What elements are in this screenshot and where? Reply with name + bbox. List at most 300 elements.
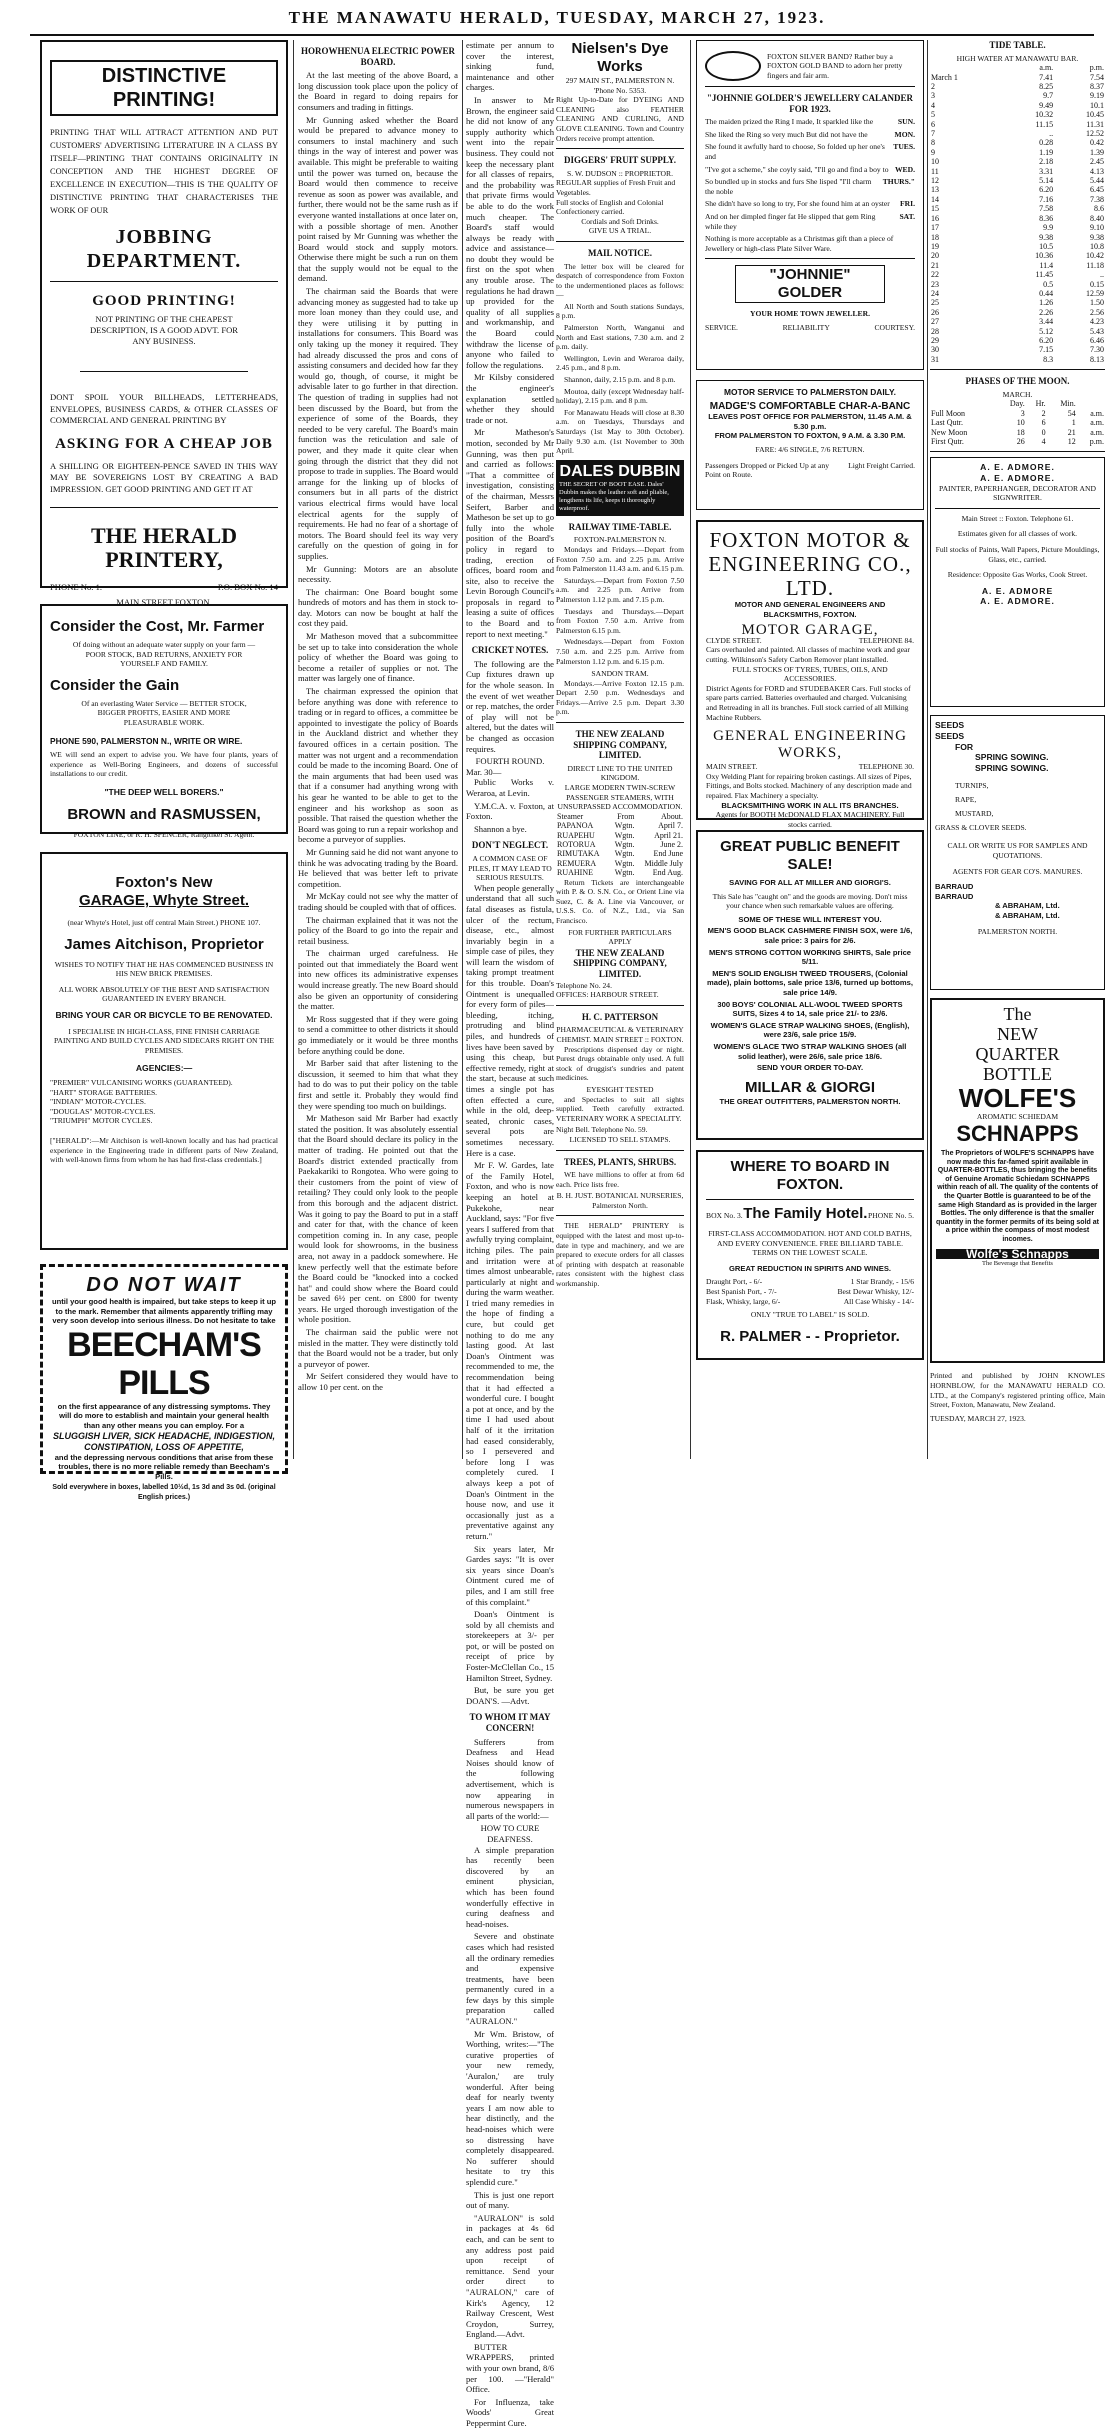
table-cell: Wgtn. bbox=[614, 858, 635, 868]
calendar-verse: "I've got a scheme," she coyly said, "I'll go and find a boy to bbox=[705, 164, 889, 174]
wolfe-body: The Proprietors of WOLFE'S SCHNAPPS have now made this far-famed spirit available in QUARTER-BOTTLES, thus bringing the benefits of Genuine Aromatic Schiedam SCHNAPPS within reach of all. The quality of the contents of the Quarter Bottle is guaranteed to be of the same High Standard as is provided in the larger Bottles. The only difference is that the smaller quantity in the former permits of its being sold at a price within the compass of most modest incomes. bbox=[936, 1150, 1099, 1243]
table-cell: Middle July bbox=[644, 858, 683, 868]
table-cell: 8.3 bbox=[1043, 354, 1054, 364]
table-cell: 7.38 bbox=[1090, 194, 1104, 204]
table-row bbox=[930, 167, 1105, 176]
farmer-body-1: Of doing without an adequate water supply on your farm — POOR STOCK, BAD RETURNS, ANXIETY FOR YOURSELF AND FAMILY. bbox=[72, 640, 256, 669]
mail-body: The letter box will be cleared for despatch of correspondence from Foxton to the undermentioned places as follows:— bbox=[556, 261, 684, 300]
table-row bbox=[930, 308, 1105, 317]
article-paragraph: Mr Ross suggested that if they were going to send a committee to other districts it should go immediately or it would be three months before anything could be done. bbox=[298, 1013, 458, 1056]
table-cell: 10 bbox=[1016, 418, 1025, 428]
fme-body: Cars overhauled and painted. All classes of machine work and gear cutting. Wilkinson's Safety Carbon Remover plant installed. bbox=[706, 645, 910, 664]
table-cell: 5.14 bbox=[1039, 176, 1054, 186]
table-row bbox=[556, 821, 684, 830]
garage-title-1: Foxton's New bbox=[115, 874, 213, 891]
calendar-line bbox=[705, 212, 915, 231]
admore-name: A. E. ADMORE. bbox=[980, 473, 1055, 483]
table-cell: 4 bbox=[1041, 437, 1046, 446]
table-row bbox=[930, 73, 1105, 82]
table-row bbox=[556, 840, 684, 849]
table-cell: 9.10 bbox=[1090, 223, 1104, 233]
motor-service-ad bbox=[696, 380, 924, 510]
motor-light: Light Freight Carried. bbox=[848, 460, 915, 470]
rail-item: Wednesdays.—Depart from Foxton 7.50 a.m. and 2.25 p.m. Arrive from Palmerston 1.12 p.m. and 6.15 p.m. bbox=[556, 637, 684, 666]
table-cell: p.m. bbox=[1089, 437, 1104, 446]
table-cell: April 21. bbox=[654, 830, 683, 840]
table-cell: April 7. bbox=[658, 821, 683, 831]
table-row bbox=[930, 298, 1105, 307]
table-cell: 3 bbox=[1020, 408, 1025, 418]
table-cell: 0.5 bbox=[1043, 279, 1054, 289]
sale-body: This Sale has "caught on" and the goods are moving. Don't miss your chance when such remarkable values are offering. bbox=[712, 891, 908, 911]
barraud-place: PALMERSTON NORTH. bbox=[977, 926, 1058, 936]
seeds-call: CALL OR WRITE US FOR SAMPLES AND QUOTATIONS. bbox=[947, 841, 1088, 860]
sale-firm-sub: THE GREAT OUTFITTERS, PALMERSTON NORTH. bbox=[719, 1096, 901, 1106]
article-paragraph: The following are the Cup fixtures drawn up for the whole season. In the event of wet weather or rep. matches, the order of play will not be altered, but the dates will be changed as occasion requires. bbox=[466, 658, 554, 754]
farmer-body-3: WE will send an expert to advise you. We have four plants, years of experience as Well-Boring Engineers, and dozens of successful installations to our credit. bbox=[50, 750, 278, 779]
table-cell: 15 bbox=[931, 204, 939, 214]
article-paragraph: The chairman said the Boards that were advancing money as suggested had to take up more loan money than they could use, and they were utilising it by putting in installations for consumers. This Board was only taking up the money it required. They had already discussed the pros and cons of assisting consumers and decided how far they would go, though, of course, it might be advisable later to go further in that direction. The question of trading in supplies had not been discussed by the Board, but from the experience of some of the Boards, they needed to be very careful. The Board's main function was the reticulation and sale of power, and they made it quite clear when going through the district that they did not propose to trade in supplies. The Board would arrange for the linking up of blocks of consumers but in all parts of the district various electrical firms would have local electrical agents for the supply of requirements. He had no fear of a shortage of motors. The Board should feel its way very carefully on the question of going in for supplies. bbox=[298, 286, 458, 561]
ring-icon bbox=[705, 51, 761, 81]
sale-item: SEND YOUR ORDER TO-DAY. bbox=[756, 1063, 864, 1073]
table-cell: 2.56 bbox=[1090, 307, 1104, 317]
garage-agencies: AGENCIES:— bbox=[135, 1063, 193, 1074]
admore-est: Estimates given for all classes of work. bbox=[957, 529, 1078, 539]
good-printing-body: NOT PRINTING OF THE CHEAPEST DESCRIPTION, IS A GOOD ADVT. FOR ANY BUSINESS. bbox=[89, 314, 239, 346]
mail-title: MAIL NOTICE. bbox=[587, 247, 652, 258]
table-cell: 0 bbox=[1041, 427, 1046, 437]
golder-calendar bbox=[705, 117, 915, 253]
price-row bbox=[706, 1277, 914, 1287]
article-paragraph: But, be sure you get DOAN'S. —Advt. bbox=[466, 1685, 554, 1706]
seed-items bbox=[935, 779, 1100, 835]
table-cell: 0.28 bbox=[1039, 138, 1054, 148]
article-paragraph: The chairman said the public were not misled in the matter. They were distinctly told that the Board would not be a trader, but only a purveyor of power. bbox=[298, 1327, 458, 1369]
table-cell: 26 bbox=[1016, 437, 1025, 446]
article-paragraph: Mr Barber said that after listening to the discussion, it seemed to him that what they had to do was to put their policy on the table first and settle it. Probably they would find they were spending too much on buildings. bbox=[298, 1058, 458, 1111]
article-heading: TO WHOM IT MAY CONCERN! bbox=[469, 1712, 551, 1734]
table-cell: 9.9 bbox=[1043, 223, 1054, 233]
article-subheading: A COMMON CASE OF PILES, IT MAY LEAD TO SERIOUS RESULTS. bbox=[468, 853, 552, 883]
wolfe-bottle: BOTTLE bbox=[983, 1064, 1052, 1085]
table-cell: June 2. bbox=[660, 840, 683, 850]
table-header-row bbox=[930, 63, 1105, 72]
table-cell: About. bbox=[661, 811, 683, 821]
table-cell: 25 bbox=[931, 298, 939, 308]
column-divider bbox=[462, 40, 463, 1459]
chem-sub: PHARMACEUTICAL & VETERINARY CHEMIST. MAIN STREET :: FOXTON. bbox=[556, 1025, 684, 1044]
golder-sub: YOUR HOME TOWN JEWELLER. bbox=[750, 309, 870, 319]
table-cell: 0.44 bbox=[1039, 288, 1054, 298]
table-cell: 7.16 bbox=[1039, 194, 1054, 204]
calendar-verse: She liked the Ring so very much But did not have the bbox=[705, 129, 868, 139]
table-cell: End Aug. bbox=[652, 868, 683, 878]
table-row bbox=[930, 355, 1105, 364]
table-cell: Wgtn. bbox=[614, 821, 635, 831]
table-cell: RUAHINE bbox=[557, 868, 593, 878]
column-6 bbox=[930, 40, 1105, 1459]
table-cell: 4.23 bbox=[1090, 317, 1104, 327]
table-cell: 12 bbox=[1067, 437, 1076, 446]
dales-body: THE SECRET OF BOOT EASE. Dales' Dubbin makes the leather soft and pliable, lengthens its life, keeps it thoroughly waterproof. bbox=[559, 480, 669, 512]
article-paragraph: Sufferers from Deafness and Head Noises should know of the following advertisement, which is now appearing in numerous newspapers in all parts of the world:— bbox=[466, 1736, 554, 1821]
article-paragraph: The chairman urged carefulness. He pointed out that immediately the Board went into new offices its administrative expenses would increase greatly. The new Board should also be given an opportunity of considering the matter. bbox=[298, 948, 458, 1012]
sale-firm: MILLAR & GIORGI bbox=[745, 1078, 875, 1096]
table-row bbox=[930, 289, 1105, 298]
seeds-title: SEEDS bbox=[935, 731, 965, 741]
table-row bbox=[930, 120, 1105, 129]
article-paragraph: Mr Gunning: Motors are an absolute necessity. bbox=[298, 563, 458, 585]
mail-item: Wellington, Levin and Weraroa daily, 2.45 p.m., and 8 p.m. bbox=[556, 353, 684, 373]
table-cell: REMUERA bbox=[557, 858, 597, 868]
farmer-title-2: Consider the Gain bbox=[50, 676, 180, 694]
table-cell bbox=[930, 399, 996, 408]
calendar-day: TUES. bbox=[893, 142, 915, 152]
table-cell: 2.45 bbox=[1090, 157, 1104, 167]
table-row bbox=[930, 280, 1105, 289]
table-cell: 3.44 bbox=[1039, 317, 1054, 327]
table-row bbox=[930, 129, 1105, 138]
moon-table bbox=[930, 399, 1105, 446]
table-cell: 7 bbox=[931, 129, 935, 139]
table-cell: 9.7 bbox=[1043, 91, 1054, 101]
farmer-addr: FOXTON LINE, or R. H. SPENCER, Rangitikei St. Agent. bbox=[73, 829, 255, 839]
calendar-day: SAT. bbox=[899, 211, 915, 221]
table-cell: 10.1 bbox=[1090, 100, 1104, 110]
table-cell: 7.54 bbox=[1090, 72, 1104, 82]
sale-item: MEN'S STRONG COTTON WORKING SHIRTS, Sale price 5/11. bbox=[708, 947, 912, 967]
fme-stocks: FULL STOCKS OF TYRES, TUBES, OILS, AND ACCESSORIES. bbox=[732, 664, 888, 684]
article-paragraph: The chairman: One Board bought some hundreds of motors and has them in stock to-day. Motors can now be bought at half the cost they paid. bbox=[298, 586, 458, 629]
masthead-rule bbox=[30, 34, 1094, 36]
table-cell: 10 bbox=[931, 157, 939, 167]
asking-title: ASKING FOR A CHEAP JOB bbox=[55, 435, 273, 452]
table-cell: Last Qutr. bbox=[931, 418, 963, 428]
table-cell: 5.44 bbox=[1090, 176, 1104, 186]
wolfe-quarter: QUARTER bbox=[975, 1044, 1060, 1065]
table-cell: RIMUTAKA bbox=[557, 849, 600, 859]
trees-firm: B. H. JUST. BOTANICAL NURSERIES, Palmerston North. bbox=[556, 1191, 684, 1210]
golder-band: FOXTON SILVER BAND? Rather buy a FOXTON GOLD BAND to adorn her pretty fingers and fair arm. bbox=[767, 51, 903, 80]
abraham: & ABRAHAM, Ltd. bbox=[995, 910, 1060, 920]
table-cell: PAPANOA bbox=[557, 821, 594, 831]
garage-agency: "PREMIER" VULCANISING WORKS (GUARANTEED). bbox=[50, 1077, 233, 1087]
table-cell: Day. bbox=[1009, 399, 1025, 409]
motor-pass: Passengers Dropped or Picked Up at any Point on Route. bbox=[705, 460, 830, 480]
beecham-sold: Sold everywhere in boxes, labelled 10½d, 1s 3d and 3s 0d. (original English prices.) bbox=[52, 1484, 276, 1501]
ship-co: THE NEW ZEALAND SHIPPING COMPANY, LIMITED. bbox=[573, 947, 667, 979]
article-paragraph: Mr Wm. Bristow, of Worthing, writes:—"The curative properties of your new remedy, 'Auralon,' are truly wonderful. After being deaf for nearly twenty years I am now able to hear distinctly, and the head-noises which were so distressing have completely disappeared. No sufferer should hesitate to try this splendid cure." bbox=[466, 2028, 554, 2187]
wolfe-the: The bbox=[1003, 1004, 1032, 1025]
column-divider bbox=[690, 40, 691, 1459]
table-row bbox=[930, 82, 1105, 91]
ship-tel: Telephone No. 24. bbox=[556, 980, 612, 990]
table-cell: 6 bbox=[931, 119, 935, 129]
fruit-body: REGULAR supplies of Fresh Fruit and Vegetables. bbox=[556, 178, 676, 197]
article-paragraph: BUTTER WRAPPERS, printed with your own brand, 8/6 per 100. —"Herald" Office. bbox=[466, 2341, 554, 2395]
admore-name: A. E. ADMORE bbox=[981, 585, 1054, 596]
table-cell: 20 bbox=[931, 251, 939, 261]
table-cell: 19 bbox=[931, 241, 939, 251]
beecham-wait: DO NOT WAIT bbox=[86, 1274, 242, 1296]
calendar-line bbox=[705, 199, 915, 209]
farmer-ad bbox=[40, 604, 288, 839]
table-cell bbox=[930, 63, 1003, 72]
table-row bbox=[930, 251, 1105, 260]
rail-title: RAILWAY TIME-TABLE. bbox=[568, 521, 672, 532]
table-cell: 3 bbox=[931, 91, 935, 101]
table-cell: 7.30 bbox=[1090, 345, 1104, 355]
wolfe-brand: WOLFE'S bbox=[958, 1083, 1077, 1114]
fme-gen: GENERAL ENGINEERING WORKS, bbox=[713, 728, 907, 762]
table-cell: a.m. bbox=[1090, 427, 1104, 437]
spoil-body: DONT SPOIL YOUR BILLHEADS, LETTERHEADS, ENVELOPES, BUSINESS CARDS, & OTHER CLASSES OF COMMERCIAL AND GENERAL PRINTING BY bbox=[50, 392, 278, 425]
admore-street: Main Street :: Foxton. Telephone 61. bbox=[961, 513, 1074, 523]
table-cell: 3.31 bbox=[1039, 166, 1054, 176]
table-cell bbox=[1077, 399, 1105, 408]
garage-body-2: ALL WORK ABSOLUTELY OF THE BEST AND SATISFACTION GUARANTEED IN EVERY BRANCH. bbox=[58, 984, 270, 1004]
dales-brand: DALES DUBBIN bbox=[559, 462, 681, 480]
fme-main: MAIN STREET. bbox=[706, 762, 758, 772]
beecham-body-1: until your good health is impaired, but take steps to keep it up to the mark. Remember that ailments apparently trifling may very soon develop into serious illness. Do not hesitate to take bbox=[51, 1297, 277, 1326]
table-cell: 12.52 bbox=[1086, 129, 1104, 139]
board-box: BOX No. 3. bbox=[706, 1211, 743, 1220]
table-row bbox=[930, 409, 1105, 418]
table-cell: 10.42 bbox=[1086, 251, 1104, 261]
board-prop: R. PALMER - - Proprietor. bbox=[720, 1327, 900, 1345]
printery-pobox: P.O. BOX No. 14 bbox=[217, 582, 278, 592]
printing-ad bbox=[40, 40, 288, 607]
article-paragraph: Mr Gunning asked whether the Board would be prepared to advance money to consumers to instal machinery and such things in the way of interest and power was available. This might be preferable to waiting until the power was turned on, because the Board would then commence to receive revenue as soon as power was available, and further, there would not be the same rush as if everyone wanted installations at once later on, with a possible shortage of men. Another point raised by Mr Gunning was whether the Board would stock and supply motors. Otherwise there might be such a run on them that the supply would not be equal to the demand. bbox=[298, 114, 458, 284]
table-cell: 8 bbox=[931, 138, 935, 148]
ship-office: OFFICES: HARBOUR STREET. bbox=[556, 990, 659, 1000]
ship-return: Return Tickets are interchangeable with P. & O. S.N. Co., or Orient Line via Suez, C. & A. Line via Vancouver, or U.S.S. Co. of N.Z., Ltd., via San Francisco. bbox=[556, 877, 684, 926]
table-cell: 29 bbox=[931, 335, 939, 345]
sale-item: WOMEN'S GLACE STRAP WALKING SHOES, (English), were 23/6, sale price 15/9. bbox=[710, 1020, 910, 1040]
fme-agents: Agents for BOOTH McDONALD FLAX MACHINERY. Full stocks carried. bbox=[715, 810, 905, 829]
tide-title: TIDE TABLE. bbox=[989, 40, 1046, 50]
seeds-agents: AGENTS FOR GEAR CO'S. MANURES. bbox=[952, 866, 1083, 876]
table-cell: 9 bbox=[931, 147, 935, 157]
printing-title: DISTINCTIVE PRINTING! bbox=[50, 60, 278, 116]
table-cell: RUAPEHU bbox=[557, 830, 595, 840]
table-cell: 0.42 bbox=[1090, 138, 1104, 148]
chem-body: and Spectacles to suit all sights supplied. Teeth carefully extracted. VETERINARY WORK A SPECIALITY. bbox=[556, 1094, 684, 1123]
table-cell: From bbox=[617, 811, 635, 821]
table-cell: Hr. bbox=[1035, 399, 1046, 409]
motor-fare: FARE: 4/6 SINGLE, 7/6 RETURN. bbox=[755, 444, 865, 454]
calendar-line bbox=[705, 117, 915, 127]
calendar-line bbox=[705, 130, 915, 140]
sale-item: MEN'S SOLID ENGLISH TWEED TROUSERS, (Colonial made), plain bottoms, sale price 13/6, turned up bottoms, sale price 14/9. bbox=[707, 968, 913, 997]
sale-item: SOME OF THESE WILL INTEREST YOU. bbox=[738, 914, 882, 924]
table-cell: 11 bbox=[931, 166, 939, 176]
sale-item: MEN'S GOOD BLACK CASHMERE FINISH SOX, were 1/6, sale price: 3 pairs for 2/6. bbox=[707, 926, 913, 945]
table-cell: 54 bbox=[1067, 408, 1076, 418]
table-row bbox=[930, 138, 1105, 147]
farmer-borers: "THE DEEP WELL BORERS." bbox=[104, 786, 224, 797]
table-cell: 11.18 bbox=[1086, 260, 1104, 270]
price-row bbox=[706, 1287, 914, 1297]
table-cell: 4.13 bbox=[1090, 166, 1104, 176]
fme-tel: TELEPHONE 84. bbox=[858, 635, 914, 645]
dales-ad bbox=[556, 460, 684, 516]
barraud: BARRAUD bbox=[935, 891, 974, 901]
table-cell: 24 bbox=[931, 288, 939, 298]
article-paragraph: Mr F. W. Gardes, late of the Family Hotel, Foxton, and who is now keeping an hotel at Pukekohe, near Auckland, says: "For five years I suffered from that awfully trying complaint, itching piles. The pain and irritation were at times almost unbearable, particularly at night and during the warm weather. I tried many remedies in the hope of finding a cure, but could get nothing to do me any lasting good. At last Doan's Ointment was recommended to me, the recommendation being that it had effected a wonderful cure. I bought a pot at once, and by the time I had used about half of it the irritation had eased considerably, so I persevered and before long I was completely cured. I always keep a pot of Doan's Ointment in the house now, and use it occasionally just as a preventative against any return." bbox=[466, 1160, 554, 1541]
table-cell: 11.45 bbox=[1035, 270, 1054, 280]
wolfe-tag: The Beverage that Benefits bbox=[982, 1260, 1053, 1268]
table-cell: 6 bbox=[1041, 418, 1046, 428]
table-row bbox=[930, 204, 1105, 213]
column-divider bbox=[293, 40, 294, 1459]
cricket-date: Mar. 30— bbox=[466, 766, 502, 777]
calendar-line bbox=[705, 142, 915, 161]
column-divider bbox=[927, 40, 928, 1459]
article-subheading: HOW TO CURE DEAFNESS. bbox=[480, 1823, 540, 1844]
table-cell: 21 bbox=[1067, 427, 1076, 437]
table-cell: 0.15 bbox=[1090, 279, 1104, 289]
motor-line: FROM PALMERSTON TO FOXTON, 9 A.M. & 3.30 P.M. bbox=[714, 431, 906, 441]
calendar-line bbox=[705, 177, 915, 196]
table-cell: 18 bbox=[931, 232, 939, 242]
printery-phone: PHONE No. 1. bbox=[50, 582, 103, 592]
table-row bbox=[930, 317, 1105, 326]
table-cell: ROTORUA bbox=[557, 840, 596, 850]
article-heading: CRICKET NOTES. bbox=[471, 645, 549, 656]
imprint-date: TUESDAY, MARCH 27, 1923. bbox=[930, 1413, 1026, 1423]
table-cell: 1 bbox=[1071, 418, 1076, 428]
table-row bbox=[556, 831, 684, 840]
table-cell: 7.41 bbox=[1039, 72, 1054, 82]
column-2 bbox=[298, 40, 458, 1459]
price-item: All Case Whisky - 14/- bbox=[843, 1296, 914, 1306]
table-cell: 16 bbox=[931, 213, 939, 223]
moon-title: PHASES OF THE MOON. bbox=[965, 376, 1070, 387]
wolfe-ad bbox=[930, 998, 1105, 1363]
table-cell: 1.50 bbox=[1090, 298, 1104, 308]
ship-title: THE NEW ZEALAND SHIPPING COMPANY, LIMITED. bbox=[573, 729, 667, 761]
garage-title-2: GARAGE, Whyte Street. bbox=[78, 892, 250, 909]
motor-title: MOTOR SERVICE TO PALMERSTON DAILY. bbox=[723, 387, 897, 397]
column-4 bbox=[556, 40, 684, 1459]
table-row bbox=[930, 270, 1105, 279]
table-row bbox=[930, 101, 1105, 110]
calendar-verse: She found it awfully hard to choose, So folded up her one's and bbox=[705, 142, 885, 161]
article-paragraph: In answer to Mr Brown, the engineer said he did not know of any supply authority which went into the repair business. They could not keep the necessary plant for all classes of repairs, and the probability was that private firms would be able to do the work much cheaper. The Board's staff would always be ready with advice and assistance—no doubt they would be first on the spot when any trouble arose. The regulations he had drawn up provided for the quality of all supplies and workmanship, and the Board could withdraw the license of anyone who failed to follow the regulations. bbox=[466, 94, 554, 370]
table-cell: Min. bbox=[1060, 399, 1076, 409]
board-prices bbox=[706, 1277, 914, 1306]
table-cell: 23 bbox=[931, 279, 939, 289]
table-cell: 1.39 bbox=[1090, 147, 1104, 157]
board-ad bbox=[696, 1150, 924, 1360]
board-phone: PHONE No. 5. bbox=[867, 1211, 914, 1220]
table-cell: End June bbox=[653, 849, 683, 859]
article-paragraph: Mr Matheson moved that a subcommittee be set up to take into consideration the whole policy of whether the Board was going to become a retailer of supplies or not. The matter was largely one of finance. bbox=[298, 631, 458, 684]
golder-motto: RELIABILITY bbox=[782, 322, 830, 332]
sandon-title: SANDON TRAM. bbox=[591, 669, 649, 679]
admore-trade: PAINTER, PAPERHANGER, DECORATOR AND SIGNWRITER. bbox=[939, 483, 1096, 503]
table-row bbox=[930, 242, 1105, 251]
table-cell: 6.20 bbox=[1039, 185, 1054, 195]
table-cell: 2.26 bbox=[1039, 307, 1054, 317]
mail-item: For Manawatu Heads will close at 8.30 a.m. on Tuesdays, Thursdays and Saturdays (1st May to 30th October). Daily 9.30 a.m. (1st November to 30th April. bbox=[556, 407, 684, 456]
table-row bbox=[930, 428, 1105, 437]
golder-name: "JOHNNIE" GOLDER bbox=[735, 265, 885, 303]
trees-body: WE have millions to offer at from 6d each. Price lists free. bbox=[556, 1170, 684, 1189]
sale-items bbox=[706, 915, 914, 1073]
beecham-body-2: on the first appearance of any distressing symptoms. They will do more to establish and maintain your general health than any other means you can employ. For a bbox=[57, 1401, 271, 1430]
farmer-phone: PHONE 590, PALMERSTON N., WRITE OR WIRE. bbox=[50, 735, 243, 746]
wolfe-aromatic: AROMATIC SCHIEDAM bbox=[976, 1112, 1059, 1122]
saved-body: A SHILLING OR EIGHTEEN-PENCE SAVED IN THIS WAY MAY BE SOVEREIGNS LOST BY CREATING A BAD IMPRESSION. GET GOOD PRINTING AND GET IT AT bbox=[50, 460, 278, 494]
table-cell: a.m. bbox=[1039, 63, 1054, 73]
garage-body-1: WISHES TO NOTIFY THAT HE HAS COMMENCED BUSINESS IN HIS NEW BRICK PREMISES. bbox=[54, 959, 274, 979]
admore-stock: Full stocks of Paints, Wall Papers, Picture Mouldings, Glass, etc., carried. bbox=[935, 544, 1100, 564]
table-cell: 14 bbox=[931, 194, 939, 204]
fme-smith: BLACKSMITHING WORK IN ALL ITS BRANCHES. bbox=[721, 800, 899, 810]
printery-title: THE HERALD PRINTERY, bbox=[90, 523, 238, 572]
calendar-verse: The maiden prized the Ring I made, It sparkled like the bbox=[705, 117, 874, 127]
price-row bbox=[706, 1297, 914, 1307]
table-cell: 8.36 bbox=[1039, 213, 1054, 223]
table-cell: 30 bbox=[931, 345, 939, 355]
table-row bbox=[930, 148, 1105, 157]
beecham-ad bbox=[40, 1264, 288, 1501]
fme-body: District Agents for FORD and STUDEBAKER Cars. Full stocks of spare parts carried. Batteries overhauled and charged. Vulcanising and Retreading in all its branches. Full stock carried of all Milking Machine Rubbers. bbox=[706, 683, 911, 722]
table-cell: a.m. bbox=[1090, 418, 1104, 428]
table-cell: Full Moon bbox=[931, 408, 966, 418]
table-cell: 22 bbox=[931, 270, 939, 280]
table-cell: 1.19 bbox=[1039, 147, 1054, 157]
table-row bbox=[556, 868, 684, 877]
sale-ad bbox=[696, 830, 924, 1140]
wolfe-new: NEW bbox=[997, 1024, 1038, 1045]
table-cell: 6.45 bbox=[1090, 185, 1104, 195]
nielsen-title: Nielsen's Dye Works bbox=[571, 40, 669, 75]
table-cell: 6.46 bbox=[1090, 335, 1104, 345]
garage-prop: James Aitchison, Proprietor bbox=[64, 935, 264, 953]
article-paragraph: At the last meeting of the above Board, a long discussion took place upon the policy of the Board in regard to doing repairs for consumers and trading in fittings. bbox=[298, 70, 458, 112]
table-cell: 4 bbox=[931, 100, 935, 110]
fruit-body: Cordials and Soft Drinks. bbox=[581, 216, 659, 226]
table-row bbox=[930, 176, 1105, 185]
column-3-text bbox=[466, 40, 554, 2429]
sale-item: 300 BOYS' COLONIAL ALL-WOOL TWEED SPORTS SUITS, Sizes 4 to 14, sale price 21/- to 23/6. bbox=[717, 999, 903, 1019]
price-item: Best Spanish Port, - 7/- bbox=[706, 1286, 777, 1296]
article-paragraph: Mr McKay could not see why the matter of trading should be coupled with that of offices. bbox=[298, 891, 458, 912]
table-cell: 12 bbox=[931, 176, 939, 186]
garage-agency: "INDIAN" MOTOR-CYCLES. bbox=[50, 1097, 146, 1107]
chem-stamps: LICENSED TO SELL STAMPS. bbox=[569, 1134, 671, 1144]
table-cell: 2.18 bbox=[1039, 157, 1054, 167]
table-row bbox=[930, 437, 1105, 446]
board-name: The Family Hotel. bbox=[743, 1205, 868, 1222]
fme-body: Oxy Welding Plant for repairing broken castings. All sizes of Pipes, Fittings, and Bolts stocked. Machinery of any description made and repaired. Flax Machinery a specialty. bbox=[706, 771, 912, 800]
admore-res: Residence: Opposite Gas Works, Cook Street. bbox=[947, 570, 1088, 580]
calendar-verse: Nothing is more acceptable as a Christmas gift than a piece of Jewellery or high-class Plate Silver Ware. bbox=[705, 234, 894, 253]
table-cell: 6.20 bbox=[1039, 335, 1054, 345]
fme-garage: MOTOR GARAGE, bbox=[741, 622, 879, 639]
cricket-fixture: Public Works v. Weraroa, at Levin. bbox=[466, 777, 554, 798]
fme-tel: TELEPHONE 30. bbox=[858, 762, 914, 772]
price-item: 1 Star Brandy, - 15/6 bbox=[850, 1277, 914, 1287]
fme-sub: MOTOR AND GENERAL ENGINEERS AND BLACKSMITHS, FOXTON. bbox=[734, 600, 886, 619]
fme-clyde: CLYDE STREET. bbox=[706, 635, 762, 645]
table-cell: 9.38 bbox=[1090, 232, 1104, 242]
herald-body: THE HERALD" PRINTERY is equipped with the latest and most up-to-date in type and machinery, and we are prepared to execute orders for all classes of printing with despatch at reasonable rates consistent with the highest class workmanship. bbox=[556, 1221, 684, 1289]
garage-ad bbox=[40, 852, 288, 1250]
